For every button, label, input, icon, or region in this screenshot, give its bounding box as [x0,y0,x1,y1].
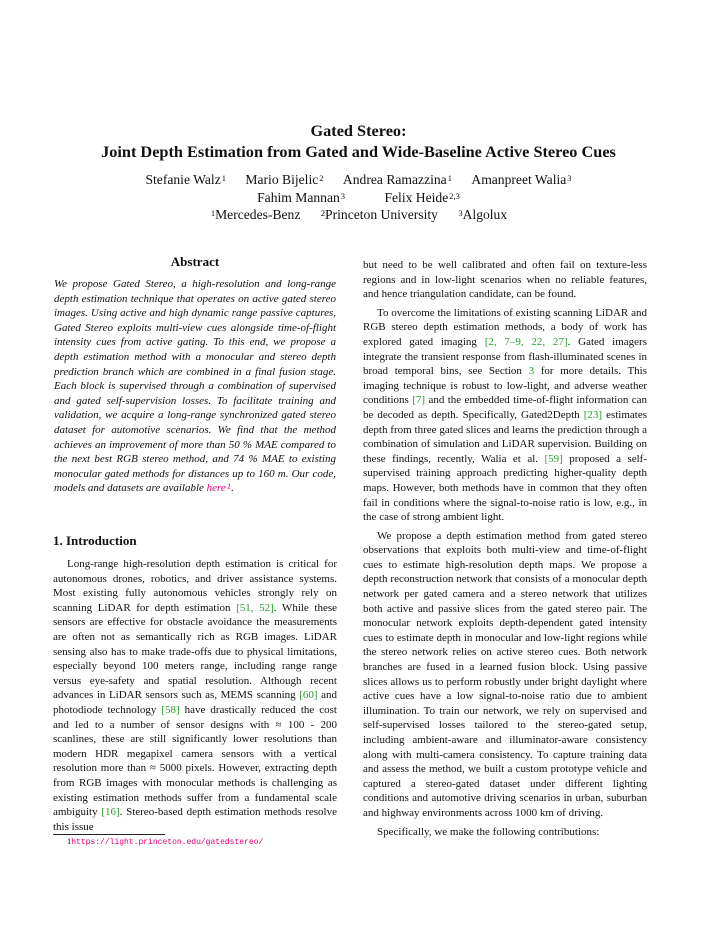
citation-link[interactable]: [58] [161,703,180,716]
paragraph-text: and the embedded time-of-flight information can be decoded as depth. Specifically, Gated2Depth [363,394,647,421]
intro-column-left [53,557,337,834]
affiliation: $^2$Princeton University [320,207,438,222]
paragraph [53,557,337,834]
footnote: $^1$https://light.princeton.edu/gatedstereo/ [67,836,264,847]
author: Amanpreet Walia$^3$ [471,172,572,187]
author: Mario Bijelic$^2$ [245,172,324,187]
section-heading: 1. Introduction [53,533,137,548]
intro-column-right [363,258,647,839]
authors-line2 [0,189,717,207]
citation-link[interactable]: 3 [528,365,535,378]
affiliation: $^1$Mercedes-Benz [210,207,301,222]
paper-title-line2: Joint Depth Estimation from Gated and Wide-Baseline Active Stereo Cues [101,142,616,161]
author: Felix Heide$^{2,3}$ [384,190,460,205]
citation-link[interactable]: [60] [299,689,318,702]
paper-title-line1: Gated Stereo: [310,121,407,140]
paragraph: Specifically, we make the following contributions: [377,825,600,838]
paragraph-text: for more details. This imaging technique is robust to low-light, and adverse weather conditions [363,365,647,407]
paragraph-text: To overcome the limitations of existing scanning LiDAR and RGB stereo depth estimation methods, a body of work has explored gated imaging [363,306,647,348]
paragraph-text: . Stereo-based depth estimation methods resolve this issue [53,806,337,833]
paragraph-text: Long-range high-resolution depth estimation is critical for autonomous drones, robotics, and driver assistance systems. Most existing fully autonomous vehicles strongly rely on scanning LiDAR for depth estimation [53,558,337,614]
author: Fahim Mannan$^3$ [257,190,346,205]
citation-link[interactable]: [23] [583,408,603,421]
footnote-rule [53,834,165,835]
authors-line1 [0,171,717,189]
footnote-link[interactable]: https://light.princeton.edu/gatedstereo/ [71,838,264,847]
paragraph-text: proposed a self-supervised training approach predicting higher-quality depth maps. However, both methods have in common that they often fail in conditions where the signal-to-noise ratio is low, e.g., in the case of strong ambient light. [363,452,647,524]
paragraph-text: and photodiode technology [53,689,337,716]
paragraph-text: but need to be well calibrated and often fail on texture-less regions and in low-light scenarios when no reliable features, and hence triangulation candidate, can be found. [363,259,647,301]
paragraph-text: estimates depth from three gated slices and learns the prediction through a combination of simulation and LiDAR supervision. Building on these findings, recently, Walia et al. [363,408,647,465]
paragraph [363,306,647,525]
paragraph [363,529,647,821]
affiliation: $^3$Algolux [458,207,508,222]
code-link[interactable]: here$^1$ [206,481,232,495]
citation-link[interactable]: [59] [544,452,563,465]
paragraph-text: . Gated imagers integrate the transient response from flash-illuminated scenes in broad temporal bins, see Section [363,335,647,378]
abstract-heading: Abstract [170,254,220,269]
citation-link[interactable]: [51, 52] [236,601,274,614]
abstract-text: We propose Gated Stereo, a high-resolution and long-range depth estimation technique that operates on active gated stereo images. Using active and high dynamic range passive captures, Gated Stereo exploits multi-view cues alongside time-of-flight intensity cues from active gating. To this end, we propose a depth estimation method with a monocular and stereo depth prediction branch which are combined in a final fusion stage. Each block is supervised through a combination of supervised and gated self-supervision losses. To facilitate training and validation, we acquire a long-range synchronized gated stereo dataset for automotive scenarios. We find that the method achieves an improvement of more than 50 % MAE compared to the next best RGB stereo method, and 74 % MAE to existing monocular gated methods for distances up to 160 m. Our code, models and datasets are available here$^1$. [54,278,336,495]
citation-link[interactable]: [16] [101,806,120,819]
paragraph-text: . While these sensors are effective for obstacle avoidance the measurements are often not as semantically rich as RGB images. LiDAR sensing also has to make trade-offs due to physical limitations, especially beyond 100 meters range, including range range versus eye-safety and spatial resolution. Although recent advances in LiDAR sensors such as, MEMS scanning [53,601,337,702]
paragraph [363,258,647,302]
citation-link[interactable]: [7] [412,394,426,407]
citation-link[interactable]: [2, 7–9, 22, 27] [484,335,568,348]
author: Stefanie Walz$^1$ [145,172,226,187]
paragraph-text: have drastically reduced the cost and led to a number of sensor designs with ≈ 100 - 200 scanlines, these are still significantly lower resolutions than modern HDR megapixel camera sensors with a vertical resolution more than ≈ 5000 pixels. However, extracting depth from RGB images with monocular methods is challenging as existing estimation methods suffer from a fundamental scale ambiguity [53,703,337,819]
author: Andrea Ramazzina$^1$ [342,172,452,187]
paragraph-text: We propose a depth estimation method from gated stereo observations that exploits both multi-view and time-of-flight cues to estimate high-resolution depth maps. We propose a depth reconstruction network that consists of a monocular depth network per gated camera and a stereo network that utilizes both active and passive slices from the gated stereo pair. The monocular network exploits depth-dependent gated intensity cues to estimate depth in monocular and low-light regions while the stereo network relies on active stereo cues. Both network branches are fused in a learned fusion block. Using passive slices allows us to perform robustly under bright daylight where active cues have a low signal-to-noise ratio due to ambient illumination. To train our network, we rely on supervised and self-supervised losses tailored to the stereo-gated setup, including ambient-aware and illuminator-aware consistency along with multi-camera consistency. To capture training data and assess the method, we built a custom prototype vehicle and captured a stereo-gated dataset under different lighting conditions and automotive driving scenarios in urban, suburban and highway environments across 1000 km of driving. [363,529,647,819]
affiliations [0,206,717,224]
